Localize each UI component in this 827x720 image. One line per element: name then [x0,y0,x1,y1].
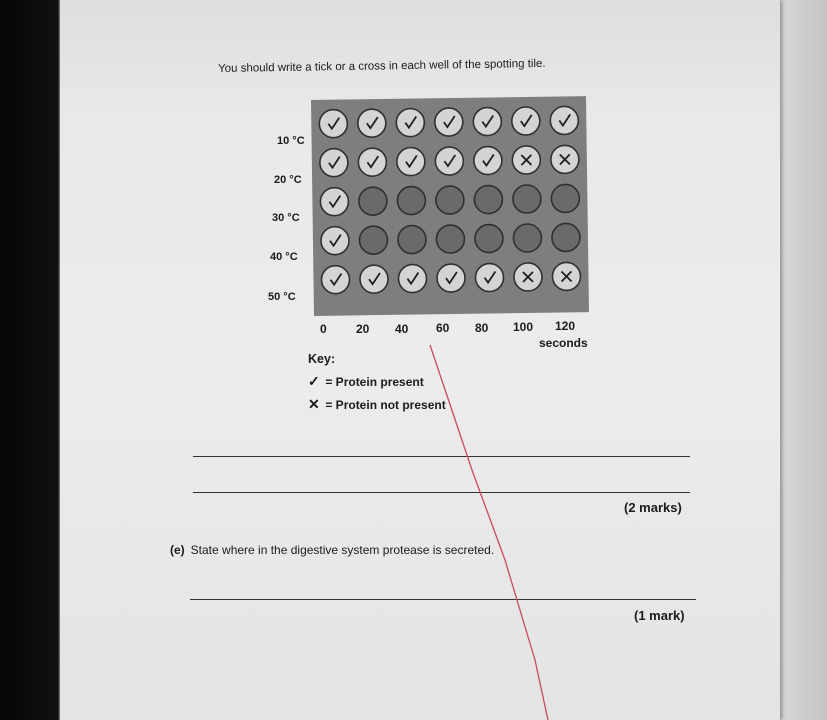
question-e-text: State where in the digestive system protease is secreted. [190,543,495,557]
row-label-10: 10 °C [277,135,305,147]
x-tick-100: 100 [513,320,534,334]
row-label-20: 20 °C [274,174,302,186]
row-label-40: 40 °C [270,251,298,263]
marks-part-e: (1 mark) [634,608,685,623]
x-unit-label: seconds [539,336,588,350]
x-tick-0: 0 [320,322,327,336]
key-tick-label: = Protein present [325,375,424,389]
x-tick-80: 80 [475,321,489,335]
x-tick-40: 40 [395,322,409,336]
cross-icon: ✕ [308,396,320,412]
x-tick-60: 60 [436,321,450,335]
x-tick-120: 120 [555,319,576,333]
x-tick-20: 20 [356,322,370,336]
key-title: Key: [308,352,336,366]
row-label-30: 30 °C [272,212,300,224]
tick-icon: ✓ [308,373,320,389]
intro-instruction: You should write a tick or a cross in each well of the spotting tile. [218,57,546,75]
marks-part-d: (2 marks) [624,500,682,515]
key-cross-label: = Protein not present [325,398,446,412]
question-e-number: (e) [170,543,185,557]
row-label-50: 50 °C [268,291,296,303]
